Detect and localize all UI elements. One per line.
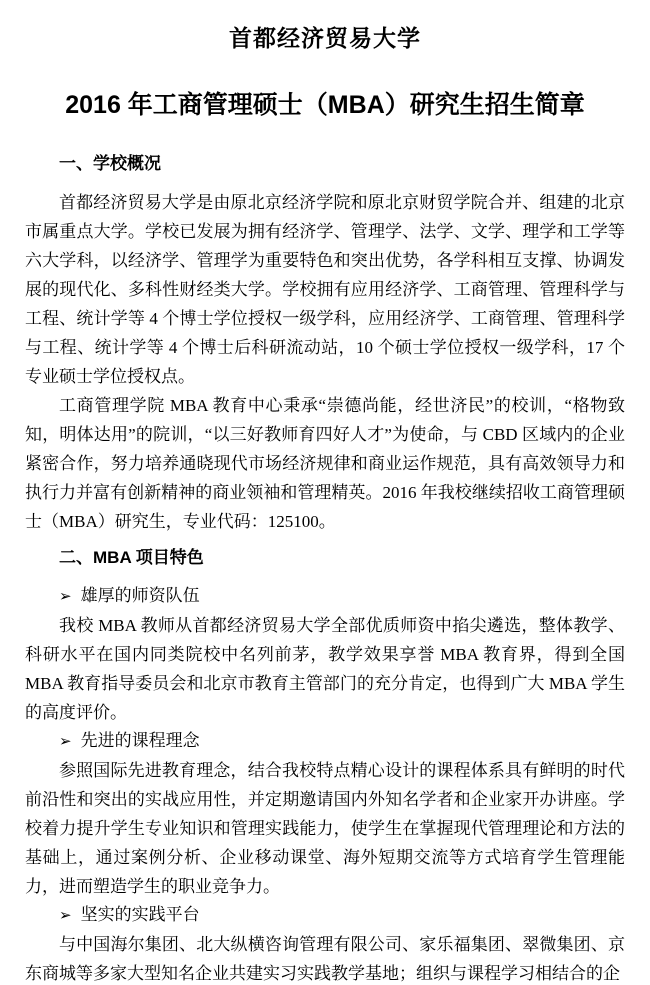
paragraph-school-overview-1: 首都经济贸易大学是由原北京经济学院和原北京财贸学院合并、组建的北京市属重点大学。学校已发展为拥有经济学、管理学、法学、文学、理学和工学等六大学科，以经济学、管理学为重要特色和突出优势，各学科相互支撑、协调发展的现代化、多科性财经类大学。学校拥有应用经济学、工商管理、管理科学与工程、统计学等 4 个博士学位授权一级学科，应用经济学、工商管理、管理科学与工程、统计学等 4 个博士后科研流动站，10 个硕士学位授权一级学科，17 个专业硕士学位授权点。 [25,193,625,386]
paragraph-feature-curriculum: 参照国际先进教育理念，结合我校特点精心设计的课程体系具有鲜明的时代前沿性和突出的实战应用性，并定期邀请国内外知名学者和企业家开办讲座。学校着力提升学生专业知识和管理实践能力，使学生在掌握现代管理理论和方法的基础上，通过案例分析、企业移动课堂、海外短期交流等方式培育学生管理能力，进而塑造学生的职业竞争力。 [25,761,625,896]
page-title: 首都经济贸易大学 [229,25,421,51]
arrow-bullet-icon: ➢ [59,734,72,750]
section-heading-school-overview: 一、学校概况 [59,154,161,173]
paragraph-school-overview-2: 工商管理学院 MBA 教育中心秉承“崇德尚能，经世济民”的校训，“格物致知，明体达用”的院训，“以三好教师育四好人才”为使命，与 CBD 区域内的企业紧密合作，努力培养通晓现代市场经济规律和商业运作规范，具有高效领导力和执行力并富有创新精神的商业领袖和管理精英。2016 年我校继续招收工商管理硕士（MBA）研究生，专业代码：125100。 [25,396,625,531]
feature-item-faculty [25,582,625,611]
feature-item-practice [25,901,625,930]
section-heading-mba-features: 二、MBA 项目特色 [59,548,204,567]
paragraph-feature-practice: 与中国海尔集团、北大纵横咨询管理有限公司、家乐福集团、翠微集团、京东商城等多家大型知名企业共建实习实践教学基地；组织与课程学习相结合的企 [25,935,625,983]
arrow-bullet-icon: ➢ [59,589,72,605]
feature-title-faculty: 雄厚的师资队伍 [80,586,200,605]
arrow-bullet-icon: ➢ [59,908,72,924]
paragraph-feature-faculty: 我校 MBA 教师从首都经济贸易大学全部优质师资中掐尖遴选，整体教学、科研水平在国内同类院校中名列前茅，教学效果享誉 MBA 教育界，得到全国 MBA 教育指导委员会和北京市教育主管部门的充分肯定，也得到广大 MBA 学生的高度评价。 [25,616,625,722]
page-subtitle: 2016 年工商管理硕士（MBA）研究生招生简章 [65,91,585,119]
feature-title-curriculum: 先进的课程理念 [80,731,200,750]
feature-item-curriculum [25,727,625,756]
feature-title-practice: 坚实的实践平台 [80,905,200,924]
